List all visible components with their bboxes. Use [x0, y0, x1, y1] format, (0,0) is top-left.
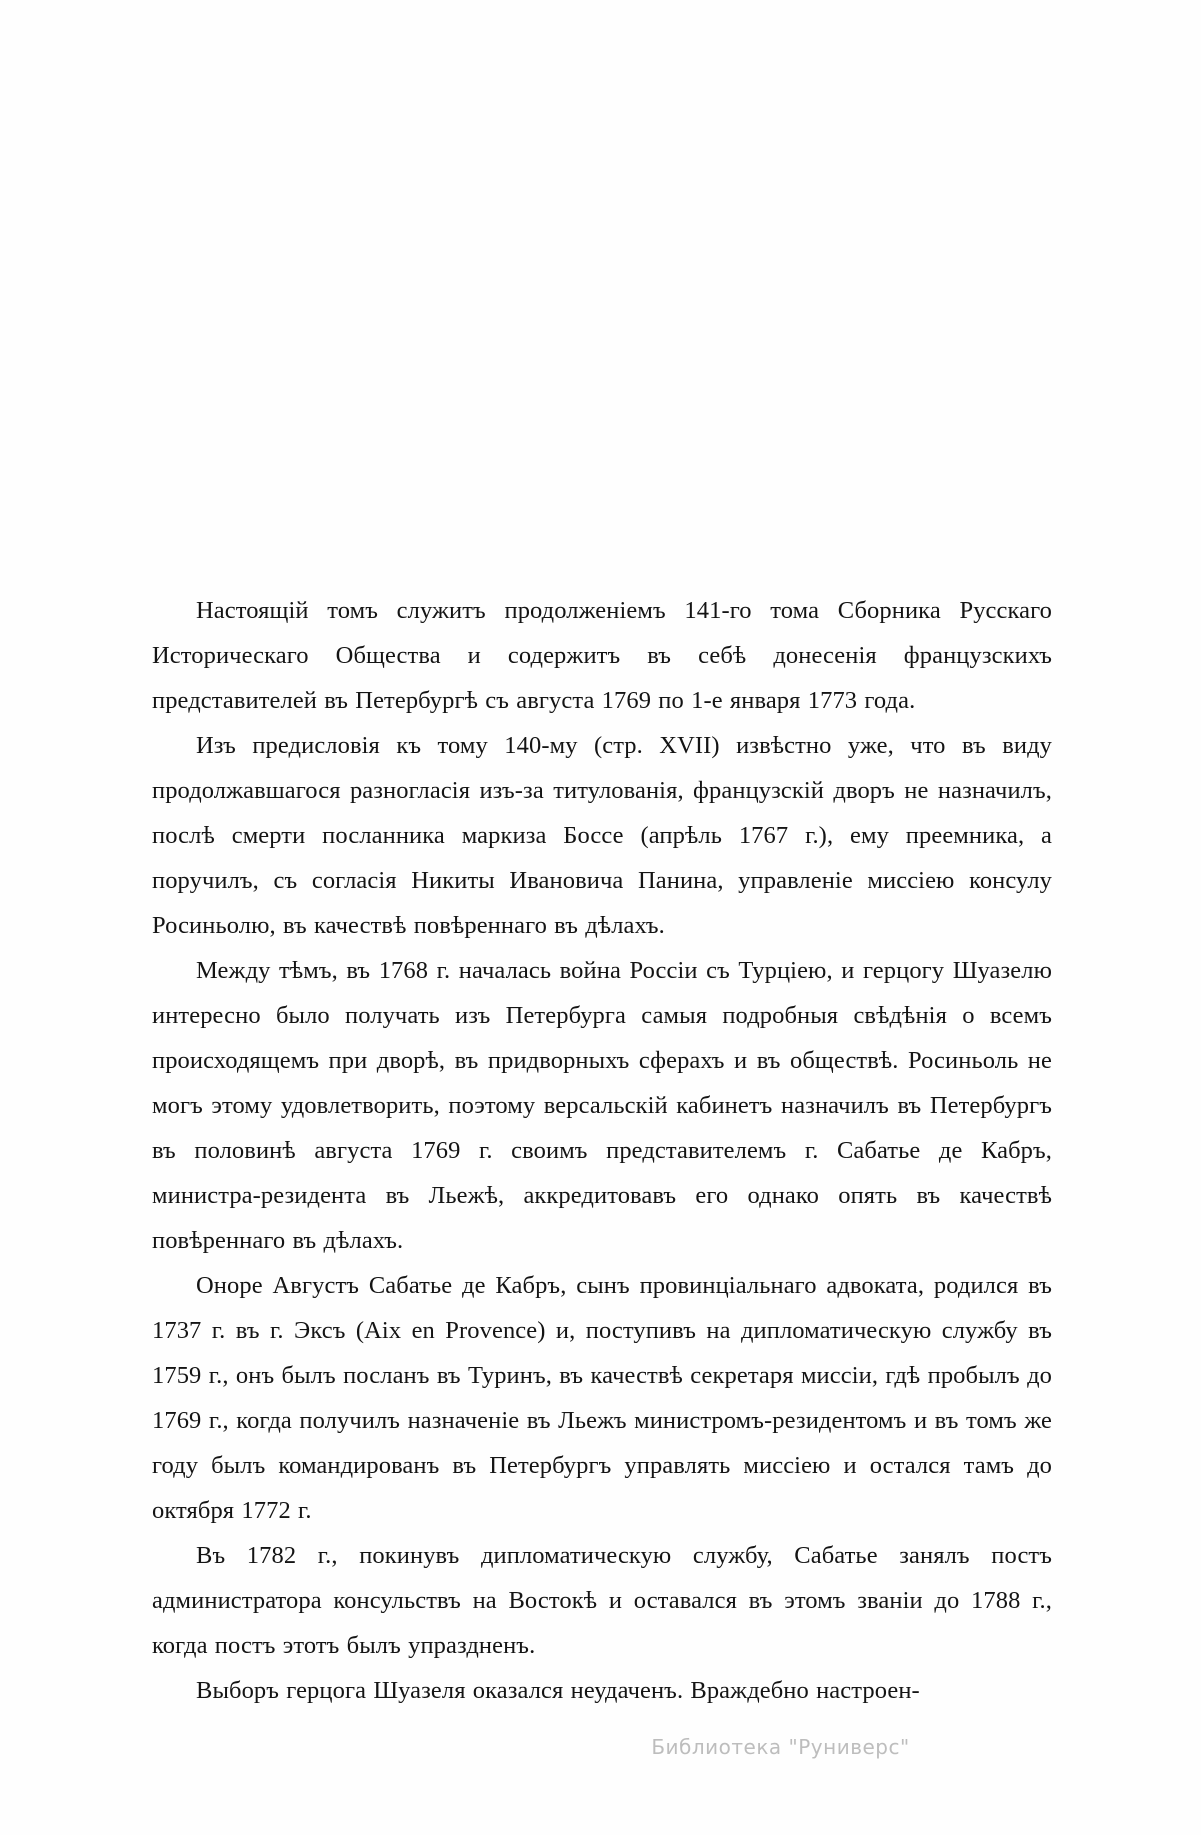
- body-text: [152, 588, 1052, 1713]
- paragraph-5: Въ 1782 г., покинувъ дипломатическую службу, Сабатье занялъ постъ администратора консульствъ на Востокѣ и оставался въ этомъ званіи до 1788 г., когда постъ этотъ былъ упраздненъ.: [152, 1542, 1052, 1659]
- paragraph-2: Изъ предисловія къ тому 140-му (стр. XVII) извѣстно уже, что въ виду продолжавшагося разногласія изъ-за титулованія, французскій дворъ не назначилъ, послѣ смерти посланника маркиза Боссе (апрѣль 1767 г.), ему преемника, а поручилъ, съ согласія Никиты Ивановича Панина, управленіе миссіею консулу Росиньолю, въ качествѣ повѣреннаго въ дѣлахъ.: [152, 732, 1052, 939]
- paragraph-6: Выборъ герцога Шуазеля оказался неудаченъ. Враждебно настроен-: [196, 1677, 920, 1704]
- library-watermark: [0, 1735, 1201, 1759]
- watermark-text: Библиотека "Руниверс": [651, 1735, 910, 1759]
- paragraph-3: Между тѣмъ, въ 1768 г. началась война Россіи съ Турціею, и герцогу Шуазелю интересно было получать изъ Петербурга самыя подробныя свѣдѣнія о всемъ происходящемъ при дворѣ, въ придворныхъ сферахъ и въ обществѣ. Росиньоль не могъ этому удовлетворить, поэтому версальскій кабинетъ назначилъ въ Петербургъ въ половинѣ августа 1769 г. своимъ представителемъ г. Сабатье де Кабръ, министра-резидента въ Льежѣ, аккредитовавъ его однако опять въ качествѣ повѣреннаго въ дѣлахъ.: [152, 957, 1052, 1254]
- paragraph-1: Настоящій томъ служитъ продолженіемъ 141-го тома Сборника Русскаго Историческаго Общества и содержитъ въ себѣ донесенія французскихъ представителей въ Петербургѣ съ августа 1769 по 1-е января 1773 года.: [152, 597, 1052, 714]
- paragraph-4: Оноре Августъ Сабатье де Кабръ, сынъ провинціальнаго адвоката, родился въ 1737 г. въ г. Эксъ (Aix en Provence) и, поступивъ на дипломатическую службу въ 1759 г., онъ былъ посланъ въ Туринъ, въ качествѣ секретаря миссіи, гдѣ пробылъ до 1769 г., когда получилъ назначеніе въ Льежъ министромъ-резидентомъ и въ томъ же году былъ командированъ въ Петербургъ управлять миссіею и остался тамъ до октября 1772 г.: [152, 1272, 1052, 1524]
